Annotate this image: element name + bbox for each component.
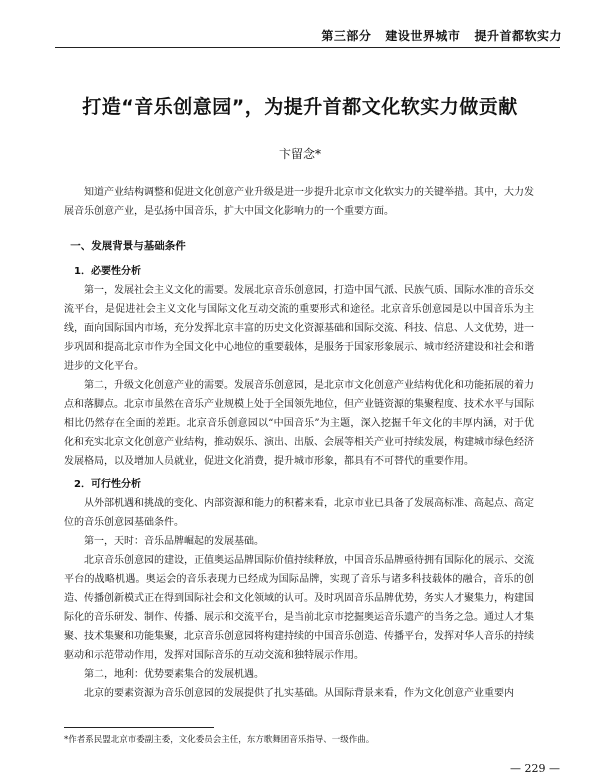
paragraph-necessity-2: 第二，升级文化创意产业的需要。发展音乐创意园，是北京市文化创意产业结构优化和功能拓展的着力点和落脚点。北京市虽然在音乐产业规模上处于全国领先地位，但产业链资源的集聚程度、技术水平与国际相比仍然存在全面的差距。北京音乐创意园以“中国音乐”为主题，深入挖掘千年文化的丰厚内涵，对于优化和充实北京文化创意产业结构，推动娱乐、演出、出版、会展等相关产业可持续发展，构建城市绿色经济发展格局，以及增加人员就业，促进文化消费，提升城市形象，都具有不可替代的重要作用。 (64, 380, 534, 467)
running-header-text (321, 27, 562, 44)
subsection-heading-feasibility: 2．可行性分析 (74, 479, 141, 490)
paragraph-feasibility-3: 北京的要素资源为音乐创意园的发展提供了扎实基础。从国际背景来看，作为文化创意产业重要内 (84, 688, 514, 699)
author-name: 卞留念* (278, 147, 321, 161)
paragraph-feasibility-timing: 第一，天时：音乐品牌崛起的发展基础。 (84, 536, 264, 547)
header-section: 第三部分 (321, 29, 372, 43)
page-number: — 229 — (510, 762, 560, 775)
paragraph-feasibility-2: 北京音乐创意园的建设，正值奥运品牌国际价值持续释放，中国音乐品牌亟待拥有国际化的展示、交流平台的战略机遇。奥运会的音乐表现力已经成为国际品牌，实现了音乐与诸多科技载体的融合，音乐的创造、传播创新模式正在得到国际社会和文化领域的认可。及时巩固音乐品牌优势，务实人才聚集力，构建国际化的音乐研发、制作、传播、展示和交流平台，是当前北京市挖掘奥运音乐遗产的当务之急。通过人才集聚、技术集聚和功能集聚，北京音乐创意园将构建持续的中国音乐创造、传播平台，发挥对华人音乐的持续驱动和示范带动作用，发挥对国际音乐的互动交流和独特展示作用。 (64, 555, 534, 661)
article-title: 打造“音乐创意园”，为提升首都文化软实力做贡献 (82, 96, 518, 118)
paragraph-feasibility-location: 第二，地利：优势要素集合的发展机遇。 (84, 669, 264, 680)
author-footnote: *作者系民盟北京市委副主委，文化委员会主任，东方歌舞团音乐指导、一级作曲。 (64, 735, 375, 745)
article-body (64, 183, 534, 703)
intro-paragraph: 知道产业结构调整和促进文化创意产业升级是进一步提升北京市文化软实力的关键举措。其中，大力发展音乐创意产业，是弘扬中国音乐，扩大中国文化影响力的一个重要方面。 (64, 187, 534, 217)
paragraph-necessity-1: 第一，发展社会主义文化的需要。发展北京音乐创意园，打造中国气派、民族气质、国际水准的音乐交流平台，是促进社会主义文化与国际文化互动交流的重要形式和途径。北京音乐创意园是以中国音乐为主线，面向国际国内市场，充分发挥北京丰富的历史文化资源基础和国际交流、科技、信息、人文优势，进一步巩固和提高北京市作为全国文化中心地位的重要载体，是服务于国家形象展示、城市经济建设和社会和谐进步的文化平台。 (64, 285, 534, 372)
subsection-heading-necessity: 1．必要性分析 (74, 266, 141, 277)
header-topic-1: 建设世界城市 (385, 29, 461, 43)
running-header (0, 0, 600, 50)
header-topic-2: 提升首都软实力 (474, 29, 562, 43)
section-heading-background: 一、发展背景与基础条件 (70, 240, 186, 252)
header-rule (55, 47, 560, 48)
footnote-rule (64, 727, 214, 728)
paragraph-feasibility-1: 从外部机遇和挑战的变化、内部资源和能力的积蓄来看，北京市业已具备了发展高标准、高起点、高定位的音乐创意园基础条件。 (64, 498, 534, 528)
